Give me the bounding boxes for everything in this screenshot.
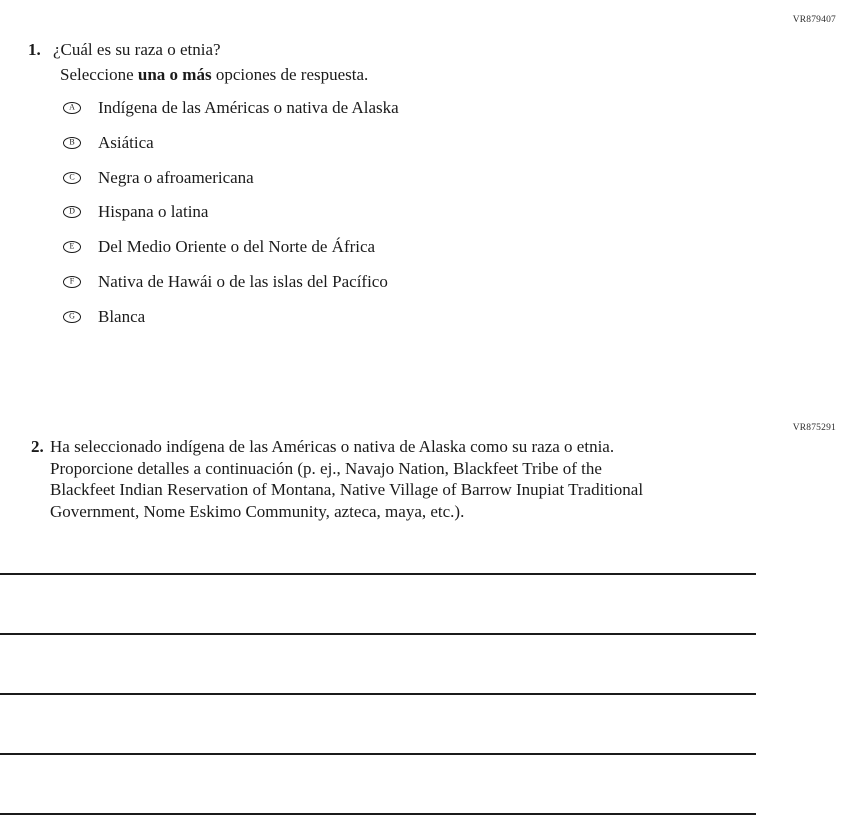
option-label-a: Indígena de las Américas o nativa de Alaska xyxy=(98,98,399,117)
question2-number: 2. xyxy=(31,437,44,456)
option-label-c: Negra o afroamericana xyxy=(98,167,254,187)
option-bubble-g-icon[interactable] xyxy=(63,311,81,323)
question1-number: 1. xyxy=(28,40,41,59)
option-bubble-b-icon[interactable] xyxy=(63,137,81,149)
option-row-c[interactable] xyxy=(63,166,399,190)
question1-text: ¿Cuál es su raza o etnia? xyxy=(53,40,221,59)
question2-text-line-2: Proporcione detalles a continuación (p. ej., Navajo Nation, Blackfeet Tribe of the xyxy=(50,458,602,478)
option-row-e[interactable] xyxy=(63,235,399,259)
option-row-d[interactable] xyxy=(63,200,399,224)
option-letter-a: A xyxy=(69,102,75,112)
question2-text-line-3: Blackfeet Indian Reservation of Montana, Native Village of Barrow Inupiat Traditional xyxy=(50,480,644,500)
option-row-f[interactable] xyxy=(63,270,399,294)
option-label-e: Del Medio Oriente o del Norte de África xyxy=(98,237,376,257)
option-row-b[interactable] xyxy=(63,131,399,155)
option-bubble-f-icon[interactable] xyxy=(63,276,81,288)
option-letter-g: G xyxy=(69,311,75,321)
option-label-d: Hispana o latina xyxy=(98,202,209,222)
option-letter-e: E xyxy=(69,241,75,251)
option-bubble-c-icon[interactable] xyxy=(63,172,81,184)
option-letter-d: D xyxy=(69,206,75,216)
option-label-g: Blanca xyxy=(98,306,146,326)
answer-line-5[interactable] xyxy=(0,813,756,815)
option-label-f: Nativa de Hawái o de las islas del Pacífico xyxy=(98,271,388,291)
instruction-bold: una o más xyxy=(137,65,212,84)
option-bubble-a-icon[interactable] xyxy=(63,102,81,114)
option-bubble-d-icon[interactable] xyxy=(63,206,81,218)
question1-options xyxy=(63,96,399,340)
form-code-question1: VR879407 xyxy=(792,15,836,25)
answer-line-3[interactable] xyxy=(0,693,756,695)
option-bubble-e-icon[interactable] xyxy=(63,241,81,253)
question2-text-line-1: Ha seleccionado indígena de las Américas o nativa de Alaska como su raza o etnia. xyxy=(50,437,615,456)
option-letter-c: C xyxy=(69,172,75,182)
answer-line-1[interactable] xyxy=(0,573,756,575)
question2-text xyxy=(50,436,750,523)
instruction-suffix: opciones de respuesta. xyxy=(211,65,369,84)
instruction-prefix: Seleccione xyxy=(60,65,138,84)
answer-line-2[interactable] xyxy=(0,633,756,635)
question1-heading xyxy=(28,39,221,61)
option-label-b: Asiática xyxy=(98,132,154,152)
answer-line-4[interactable] xyxy=(0,753,756,755)
question2-text-line-4: Government, Nome Eskimo Community, azteca, maya, etc.). xyxy=(50,502,465,522)
question1-instruction xyxy=(60,64,368,86)
form-code-question2: VR875291 xyxy=(792,423,836,433)
option-row-a[interactable] xyxy=(63,96,399,120)
option-row-g[interactable] xyxy=(63,305,399,329)
option-letter-f: F xyxy=(69,276,75,286)
option-letter-b: B xyxy=(69,137,75,147)
